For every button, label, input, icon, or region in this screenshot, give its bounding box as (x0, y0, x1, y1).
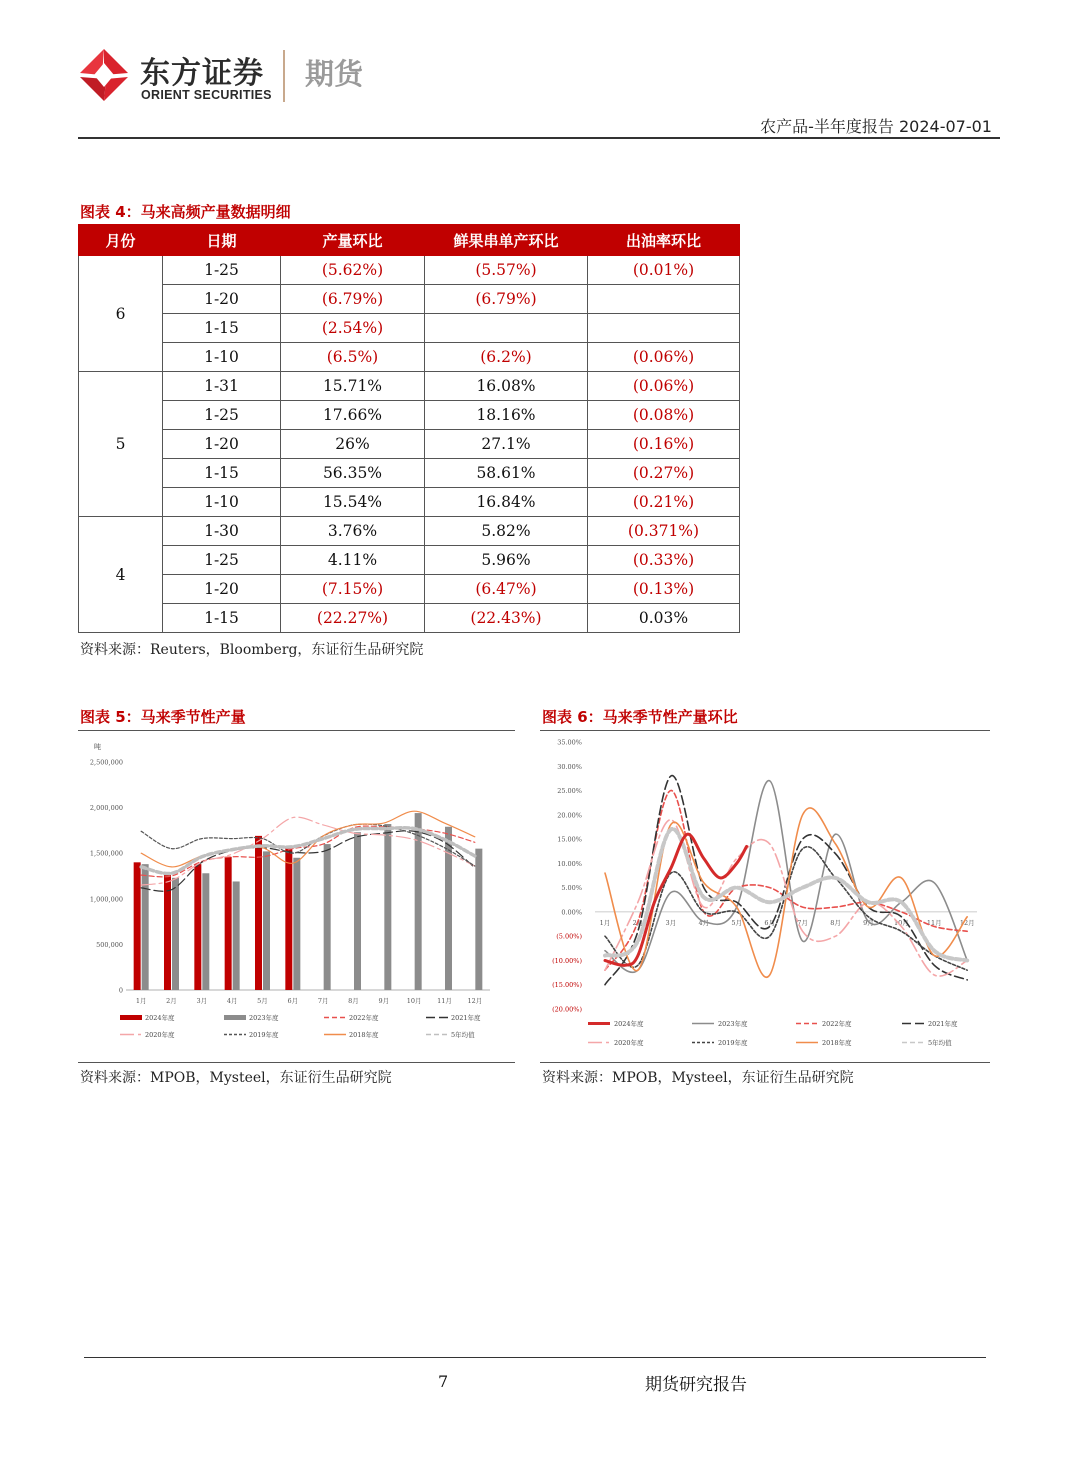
col-header-date: 日期 (163, 225, 281, 256)
table-header-row (79, 225, 740, 256)
date-cell: 1-31 (163, 372, 281, 401)
chart6-title: 图表 6：马来季节性产量环比 (542, 708, 738, 726)
col-header-month: 月份 (79, 225, 163, 256)
chart5-y-tick-label: 2,500,000 (89, 758, 123, 767)
production-cell: 17.66% (281, 401, 425, 430)
month-cell: 4 (79, 517, 163, 633)
col-header-ffb-yield: 鲜果串单产环比 (425, 225, 588, 256)
date-cell: 1-15 (163, 314, 281, 343)
oer-cell: (0.371%) (588, 517, 740, 546)
chart6-series-line (605, 776, 967, 985)
chart6-y-tick-label: 30.00% (557, 762, 582, 771)
date-cell: 1-15 (163, 459, 281, 488)
table-row (79, 372, 740, 401)
chart6-y-tick-label: (20.00%) (552, 1005, 582, 1014)
col-header-production: 产量环比 (281, 225, 425, 256)
month-cell: 6 (79, 256, 163, 372)
oer-cell: 0.03% (588, 604, 740, 633)
chart6-y-tick-label: 10.00% (557, 859, 582, 868)
chart6-y-tick-label: 35.00% (557, 738, 582, 747)
chart6-x-tick-label: 11月 (926, 918, 942, 927)
table-row (79, 546, 740, 575)
chart6-x-tick-label: 8月 (830, 918, 841, 927)
chart5-bar-2024 (225, 857, 232, 990)
date-cell: 1-10 (163, 343, 281, 372)
production-cell: (2.54%) (281, 314, 425, 343)
chart6-y-tick-label: 25.00% (557, 787, 582, 796)
ffb-yield-cell: (22.43%) (425, 604, 588, 633)
footer-rule (84, 1357, 986, 1358)
date-cell: 1-10 (163, 488, 281, 517)
chart5-bar-2023 (142, 864, 149, 990)
chart5-y-tick-label: 0 (118, 986, 123, 995)
chart5-x-tick-label: 12月 (467, 997, 483, 1005)
chart6-y-tick-label: 5.00% (561, 884, 582, 893)
ffb-yield-cell: (6.2%) (425, 343, 588, 372)
chart5-bar-2023 (354, 832, 361, 990)
chart6-legend-label: 2018年度 (822, 1039, 852, 1047)
chart5-y-tick-label: 2,000,000 (89, 804, 123, 813)
chart5-legend-label: 2018年度 (349, 1031, 379, 1039)
chart5-x-tick-label: 3月 (196, 997, 208, 1005)
ffb-yield-cell: (6.47%) (425, 575, 588, 604)
ffb-yield-cell: 16.84% (425, 488, 588, 517)
ffb-yield-cell: 5.96% (425, 546, 588, 575)
chart5-bottom-rule (78, 1062, 515, 1063)
chart6-y-tick-label: 20.00% (557, 811, 582, 820)
chart5-bar-2024 (285, 846, 292, 990)
chart6-x-tick-label: 5月 (731, 918, 743, 927)
production-cell: (7.15%) (281, 575, 425, 604)
chart5-legend-label: 2019年度 (249, 1031, 279, 1039)
chart6-legend-label: 5年均值 (928, 1039, 952, 1047)
chart6-x-tick-label: 2月 (632, 918, 644, 927)
oer-cell: (0.06%) (588, 372, 740, 401)
ffb-yield-cell (425, 314, 588, 343)
date-cell: 1-20 (163, 285, 281, 314)
chart6-x-tick-label: 3月 (665, 918, 677, 927)
chart6-y-tick-label: 15.00% (557, 835, 582, 844)
oer-cell: (0.27%) (588, 459, 740, 488)
chart6-legend-label: 2020年度 (614, 1039, 644, 1047)
oer-cell (588, 285, 740, 314)
oer-cell: (0.21%) (588, 488, 740, 517)
chart5-bar-2023 (202, 873, 209, 990)
chart5-y-tick-label: 500,000 (96, 940, 123, 949)
table-title: 图表 4：马来高频产量数据明细 (80, 203, 291, 221)
footer-label: 期货研究报告 (645, 1375, 747, 1395)
table-row (79, 517, 740, 546)
chart6-y-tick-label: (15.00%) (552, 981, 582, 990)
oer-cell: (0.01%) (588, 256, 740, 285)
chart5-x-tick-label: 1月 (135, 997, 147, 1005)
chart6-y-tick-label: (10.00%) (552, 956, 582, 965)
chart5-y-tick-label: 1,500,000 (89, 849, 123, 858)
table-row (79, 314, 740, 343)
chart6-x-tick-label: 12月 (959, 918, 975, 927)
production-cell: 4.11% (281, 546, 425, 575)
chart5-bar-2023 (172, 878, 179, 990)
chart6-y-tick-label: 0.00% (561, 908, 582, 917)
chart5-x-tick-label: 10月 (406, 997, 422, 1005)
chart6-source: 资料来源：MPOB，Mysteel，东证衍生品研究院 (542, 1070, 854, 1086)
chart5-x-tick-label: 6月 (287, 997, 299, 1005)
brand-divider (283, 50, 285, 102)
brand-name-en: ORIENT SECURITIES (141, 88, 272, 102)
chart5-x-tick-label: 5月 (257, 997, 268, 1005)
ffb-yield-cell: (6.79%) (425, 285, 588, 314)
chart6-legend-label: 2022年度 (822, 1020, 852, 1028)
date-cell: 1-15 (163, 604, 281, 633)
chart5-title: 图表 5：马来季节性产量 (80, 708, 246, 726)
chart5-x-tick-label: 2月 (166, 997, 177, 1005)
table-row (79, 401, 740, 430)
chart6-legend-label: 2021年度 (928, 1020, 958, 1028)
oer-cell: (0.33%) (588, 546, 740, 575)
chart5-legend-label: 2021年度 (451, 1014, 481, 1022)
chart6-x-tick-label: 4月 (698, 918, 710, 927)
oer-cell (588, 314, 740, 343)
oer-cell: (0.06%) (588, 343, 740, 372)
table-row (79, 604, 740, 633)
chart6-x-tick-label: 1月 (599, 918, 611, 927)
col-header-oer: 出油率环比 (588, 225, 740, 256)
chart5-x-tick-label: 11月 (437, 997, 452, 1005)
chart6-series-line (605, 829, 967, 961)
production-detail-table (78, 224, 740, 633)
date-cell: 1-25 (163, 256, 281, 285)
chart5-legend-label: 2024年度 (145, 1014, 175, 1022)
date-cell: 1-20 (163, 430, 281, 459)
production-cell: (6.79%) (281, 285, 425, 314)
ffb-yield-cell: 18.16% (425, 401, 588, 430)
chart5-legend-label: 2020年度 (145, 1031, 175, 1039)
chart5-bar-2023 (233, 881, 240, 990)
header-rule (78, 137, 1000, 139)
production-cell: 56.35% (281, 459, 425, 488)
production-cell: 3.76% (281, 517, 425, 546)
date-cell: 1-25 (163, 546, 281, 575)
chart5-x-tick-label: 9月 (378, 997, 390, 1005)
ffb-yield-cell: 58.61% (425, 459, 588, 488)
production-cell: (6.5%) (281, 343, 425, 372)
chart6-legend-label: 2024年度 (614, 1020, 644, 1028)
chart5-legend-swatch (120, 1015, 142, 1020)
chart5-legend-label: 5年均值 (451, 1031, 475, 1039)
table-row (79, 430, 740, 459)
oer-cell: (0.13%) (588, 575, 740, 604)
chart5-seasonal-production (78, 734, 515, 1062)
orient-securities-logo-icon (78, 47, 130, 103)
table-row (79, 343, 740, 372)
chart6-legend-label: 2019年度 (718, 1039, 748, 1047)
ffb-yield-cell: 5.82% (425, 517, 588, 546)
chart5-y-unit: 吨 (94, 743, 101, 751)
brand-futures: 期货 (305, 57, 364, 91)
chart6-legend-label: 2023年度 (718, 1020, 748, 1028)
chart5-x-tick-label: 8月 (348, 997, 359, 1005)
chart5-x-tick-label: 4月 (226, 997, 238, 1005)
ffb-yield-cell: (5.57%) (425, 256, 588, 285)
date-cell: 1-25 (163, 401, 281, 430)
chart6-x-tick-label: 7月 (797, 918, 808, 927)
table-row (79, 488, 740, 517)
chart5-y-tick-label: 1,000,000 (89, 895, 123, 904)
chart5-bar-2023 (263, 851, 270, 990)
chart5-bar-2023 (324, 844, 331, 990)
chart5-bar-2023 (293, 858, 300, 990)
production-cell: 15.71% (281, 372, 425, 401)
chart5-x-tick-label: 7月 (317, 997, 329, 1005)
date-cell: 1-30 (163, 517, 281, 546)
report-tag: 农产品-半年度报告 2024-07-01 (760, 117, 992, 136)
table-row (79, 285, 740, 314)
table-row (79, 256, 740, 285)
brand-name-cn: 东方证券 (140, 56, 264, 91)
chart6-x-tick-label: 9月 (863, 918, 874, 927)
chart5-legend-swatch (224, 1015, 246, 1020)
chart5-bar-2024 (255, 836, 262, 990)
chart6-y-tick-label: (5.00%) (556, 932, 582, 941)
oer-cell: (0.08%) (588, 401, 740, 430)
production-cell: 15.54% (281, 488, 425, 517)
month-cell: 5 (79, 372, 163, 517)
chart6-bottom-rule (540, 1062, 990, 1063)
production-cell: (22.27%) (281, 604, 425, 633)
table-row (79, 459, 740, 488)
page-number: 7 (438, 1372, 449, 1391)
chart5-source: 资料来源：MPOB，Mysteel，东证衍生品研究院 (80, 1070, 392, 1086)
table-row (79, 575, 740, 604)
chart6-seasonal-mom (540, 734, 990, 1062)
ffb-yield-cell: 16.08% (425, 372, 588, 401)
chart6-x-tick-label: 10月 (893, 918, 909, 927)
chart5-top-rule (78, 730, 515, 731)
production-cell: (5.62%) (281, 256, 425, 285)
chart5-bar-2024 (164, 875, 171, 990)
chart5-legend-label: 2022年度 (349, 1014, 379, 1022)
table-source: 资料来源：Reuters，Bloomberg，东证衍生品研究院 (80, 642, 424, 658)
production-cell: 26% (281, 430, 425, 459)
chart5-bar-2023 (384, 824, 391, 990)
chart6-x-tick-label: 6月 (764, 918, 775, 927)
date-cell: 1-20 (163, 575, 281, 604)
chart5-legend-label: 2023年度 (249, 1014, 279, 1022)
chart6-top-rule (540, 730, 990, 731)
chart5-bar-2024 (134, 862, 141, 990)
chart5-bar-2023 (475, 849, 482, 990)
ffb-yield-cell: 27.1% (425, 430, 588, 459)
oer-cell: (0.16%) (588, 430, 740, 459)
chart5-bar-2024 (194, 864, 201, 990)
